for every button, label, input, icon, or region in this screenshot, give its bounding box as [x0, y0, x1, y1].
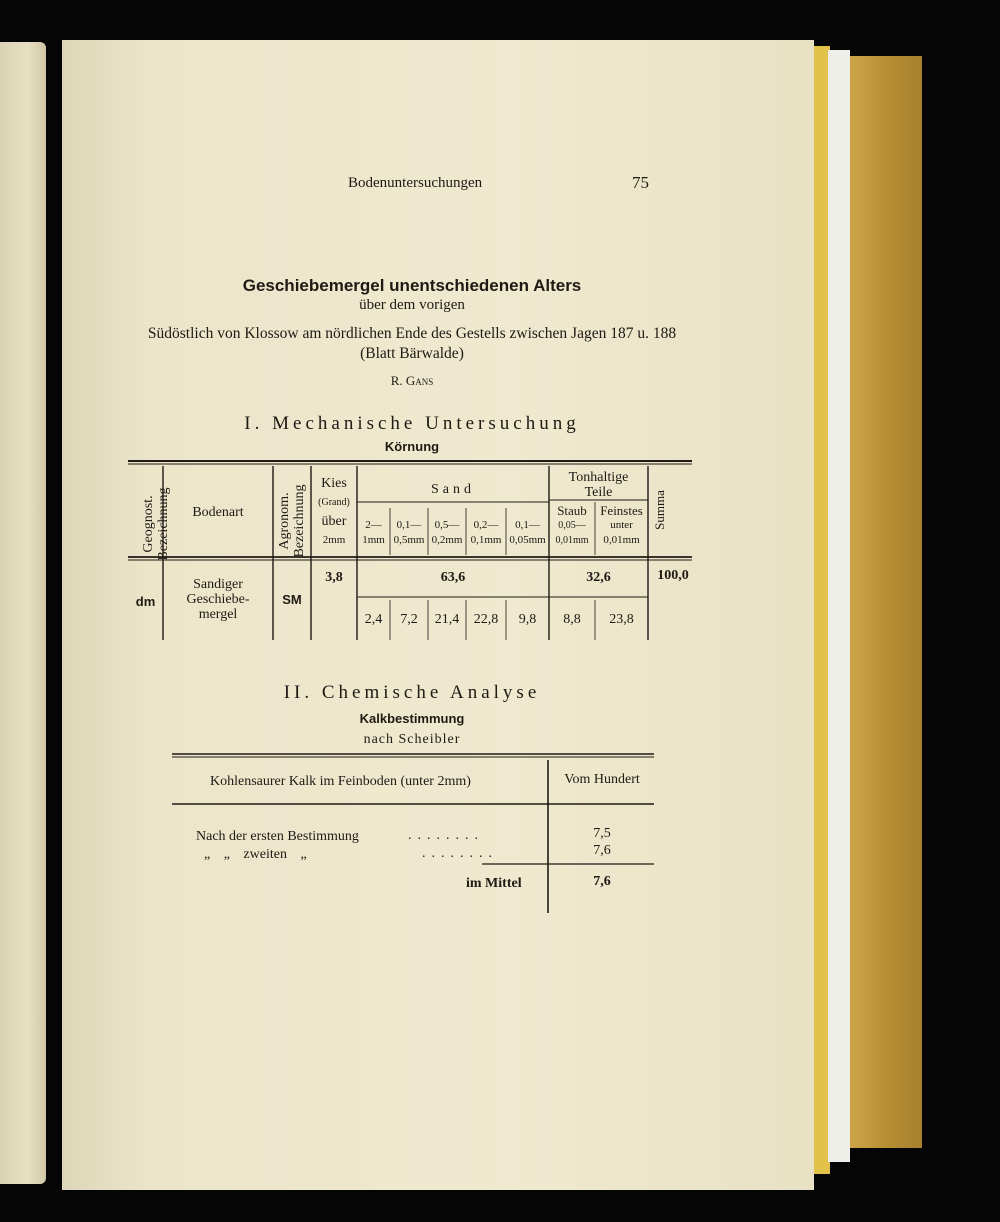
book-page	[62, 40, 814, 1190]
sand-size-2: 0,1—0,5mm	[393, 519, 425, 546]
col-summa-header: Summa	[652, 490, 667, 530]
sand-value-4: 22,8	[473, 612, 499, 627]
page-subtitle: über dem vorigen	[359, 297, 465, 313]
row-sand-total: 63,6	[440, 570, 466, 585]
col-bodenart-header: Bodenart	[192, 505, 244, 520]
sand-value-5: 9,8	[518, 612, 537, 627]
col-geognost-header: Geognost. Bezeichnung	[141, 487, 171, 561]
row2-label: „ „ zweiten „	[204, 847, 307, 862]
col-staub-header: Staub 0,05—0,01mm	[555, 503, 589, 546]
page-number: 75	[632, 173, 649, 192]
col-vomhundert-header: Vom Hundert	[564, 772, 640, 787]
row2-dots: ........	[422, 846, 498, 861]
col-kalk-header: Kohlensaurer Kalk im Feinboden (unter 2mm)	[210, 774, 471, 789]
col-feinstes-header: Feinstes unter 0,01mm	[600, 503, 643, 546]
sand-value-1: 2,4	[364, 612, 383, 627]
book-page-edge	[828, 50, 850, 1162]
sand-value-3: 21,4	[434, 612, 460, 627]
row-kies: 3,8	[325, 570, 343, 585]
row-summa: 100,0	[657, 568, 689, 583]
running-title: Bodenuntersuchungen	[348, 175, 483, 191]
row1-value: 7,5	[593, 826, 611, 841]
page-title: Geschiebemergel unentschiedenen Alters	[242, 276, 582, 295]
section1-subheading: Körnung	[384, 439, 440, 454]
section2-heading: II. Chemische Analyse	[283, 682, 541, 703]
author: R. Gans	[390, 373, 434, 388]
row-agronom: SM	[282, 592, 302, 607]
row-ton-total: 32,6	[586, 570, 611, 585]
section1-heading: I. Mechanische Untersuchung	[244, 413, 580, 434]
row1-label: Nach der ersten Bestimmung	[196, 829, 359, 844]
col-agronom-header: Agronom. Bezeichnung	[277, 484, 307, 558]
col-ton-header: Tonhaltige Teile	[568, 470, 629, 500]
sand-size-4: 0,2—0,1mm	[470, 519, 502, 546]
sand-size-3: 0,5—0,2mm	[431, 519, 463, 546]
row1-dots: ........	[408, 828, 484, 843]
row2-value: 7,6	[593, 843, 611, 858]
mean-label: im Mittel	[466, 876, 522, 891]
book-page-stack	[848, 56, 922, 1148]
staub-value: 8,8	[563, 612, 581, 627]
sand-value-2: 7,2	[400, 612, 418, 627]
row-geognost: dm	[135, 594, 156, 609]
location-line: Südöstlich von Klossow am nördlichen Ende des Gestells zwischen Jagen 187 u. 188	[147, 325, 677, 342]
section2-subheading: Kalkbestimmung	[359, 711, 465, 726]
sheet-line: (Blatt Bärwalde)	[360, 345, 464, 362]
sand-size-5: 0,1—0,05mm	[509, 519, 546, 546]
left-page-edge	[0, 42, 46, 1184]
sand-size-1: 2—1mm	[362, 519, 385, 546]
col-sand-header: Sand	[431, 482, 475, 497]
section2-method: nach Scheibler	[363, 732, 461, 747]
mean-value: 7,6	[593, 874, 611, 889]
row-bodenart: Sandiger Geschiebe- mergel	[186, 577, 250, 622]
col-kies-header: Kies (Grand) über 2mm	[318, 476, 350, 546]
feinstes-value: 23,8	[609, 612, 634, 627]
